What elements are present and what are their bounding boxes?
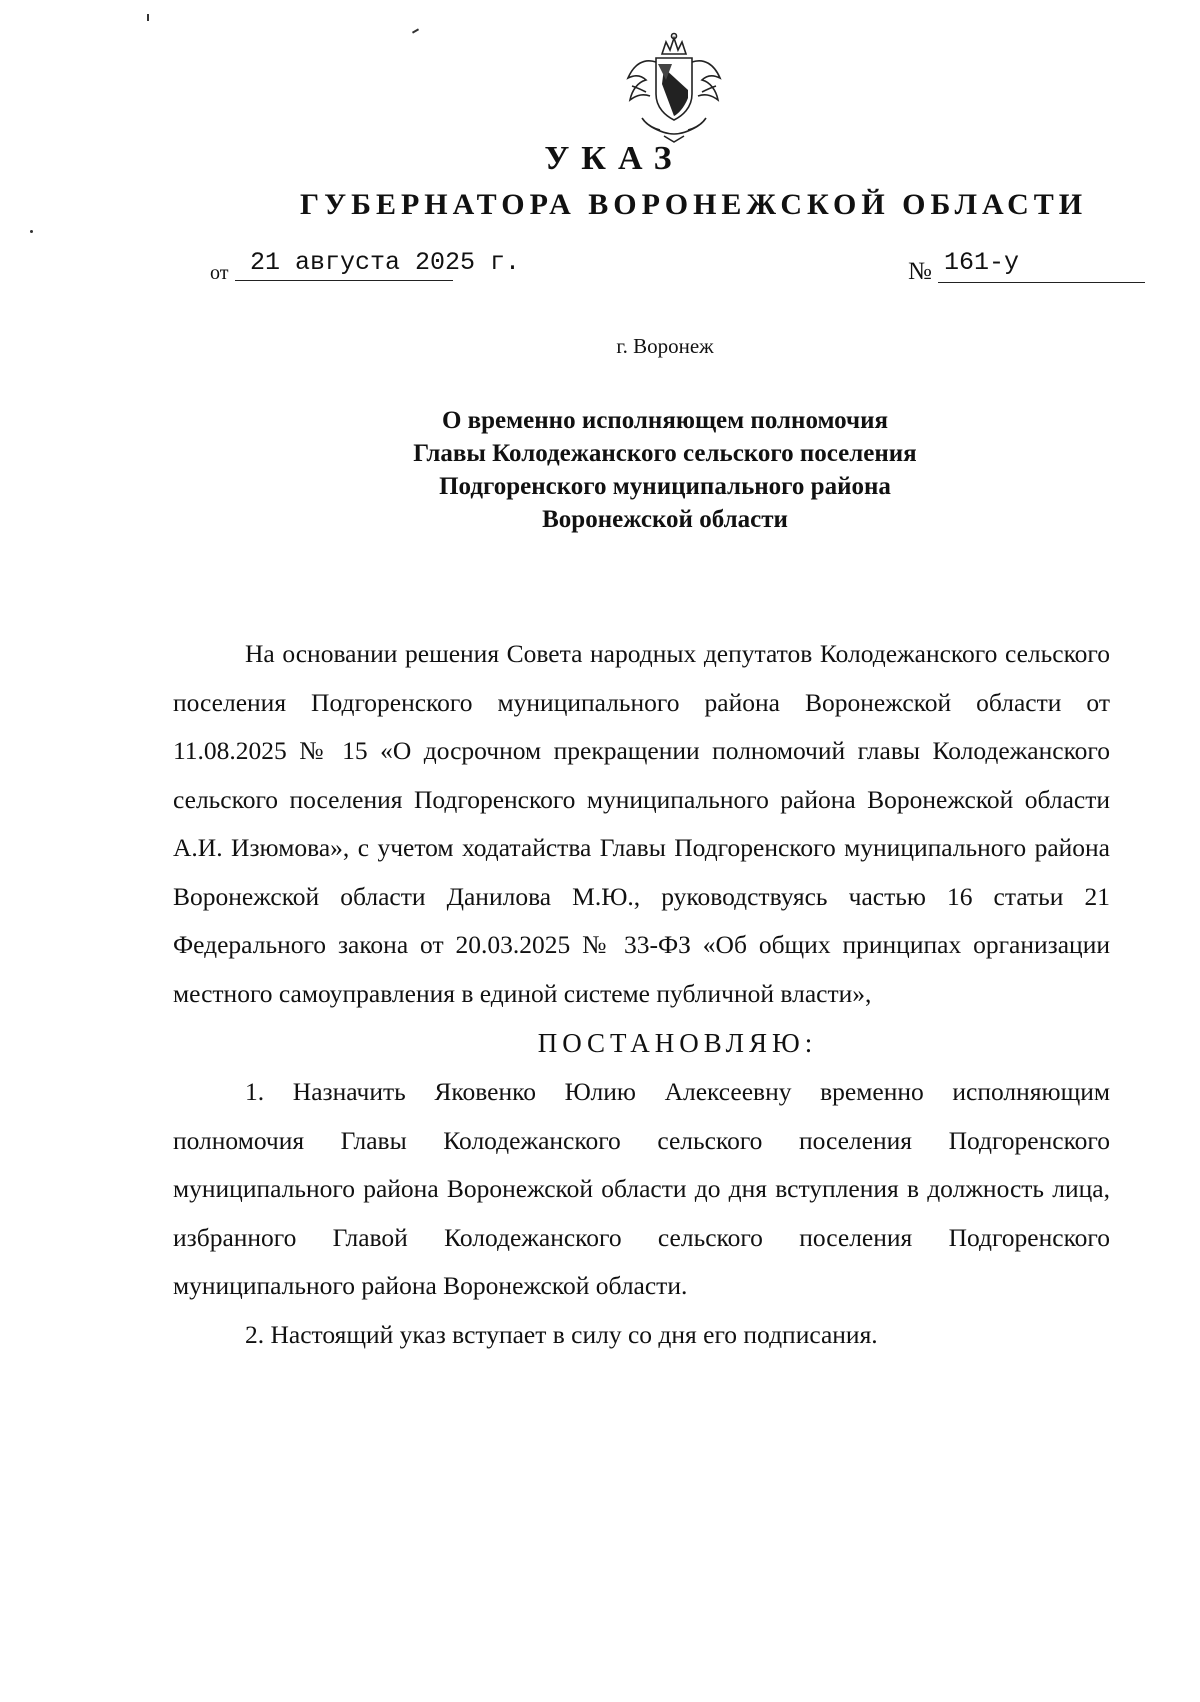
title-line: О временно исполняющем полномочия: [441, 407, 889, 434]
issuer-title: ГУБЕРНАТОРА ВОРОНЕЖСКОЙ ОБЛАСТИ: [300, 188, 1088, 221]
decree-item: 1. Назначить Яковенко Юлию Алексеевну временно исполняющим полномочия Главы Колодежанского сельского поселения Подгоренского муниципального района Воронежской области до дня вступления в должность лица, избранного Главой Колодежанского сельского поселения Подгоренского муниципального района Воронежской области.: [173, 1077, 1110, 1300]
title-line: Воронежской области: [542, 506, 788, 533]
document-body: [173, 630, 1110, 1359]
document-date: 21 августа 2025 г.: [250, 248, 521, 277]
city-label: г. Воронеж: [616, 334, 714, 358]
date-prefix: от: [210, 262, 229, 284]
decree-item: 2. Настоящий указ вступает в силу со дня его подписания.: [245, 1319, 878, 1349]
scan-speck: [412, 28, 419, 33]
scan-speck: [147, 14, 149, 21]
scan-speck: [30, 230, 33, 233]
document-title: [0, 404, 1200, 536]
title-line: Подгоренского муниципального района: [439, 473, 891, 500]
number-prefix: №: [908, 258, 932, 285]
document-type: УКАЗ: [544, 140, 684, 177]
preamble-paragraph: На основании решения Совета народных депутатов Колодежанского сельского поселения Подгоренского муниципального района Воронежской области от 11.08.2025 № 15 «О досрочном прекращении полномочий главы Колодежанского сельского поселения Подгоренского муниципального района Воронежской области А.И. Изюмова», с учетом ходатайства Главы Подгоренского муниципального района Воронежской области Данилова М.Ю., руководствуясь частью 16 статьи 21 Федерального закона от 20.03.2025 № 33-ФЗ «Об общих принципах организации местного самоуправления в единой системе публичной власти»,: [173, 639, 1110, 1008]
voronezh-coat-of-arms-icon: [620, 28, 728, 146]
document-number: 161-у: [944, 248, 1020, 277]
title-line: Главы Колодежанского сельского поселения: [413, 440, 917, 467]
decree-heading: ПОСТАНОВЛЯЮ:: [537, 1028, 818, 1058]
